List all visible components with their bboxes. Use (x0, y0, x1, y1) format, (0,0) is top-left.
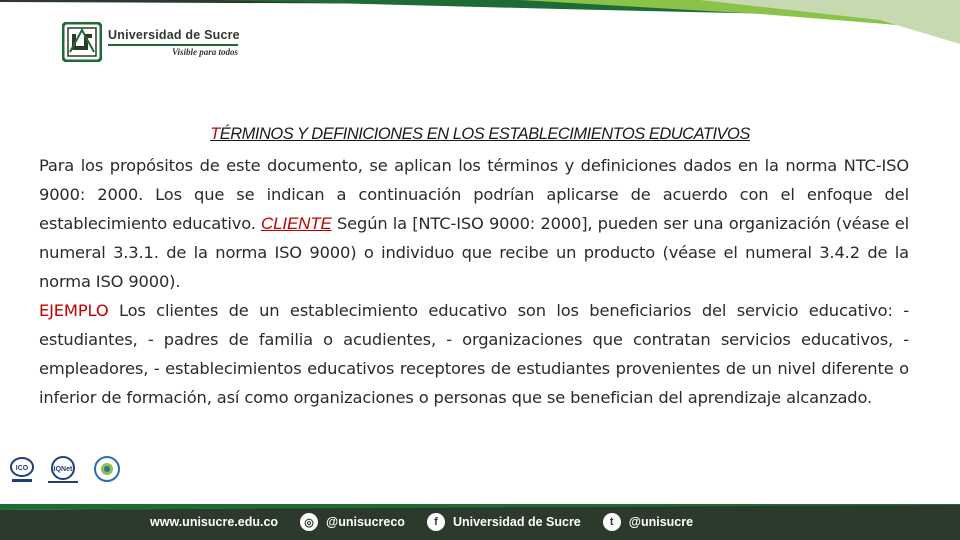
svg-text:IQNet: IQNet (53, 466, 73, 473)
slide-title-text: ÉRMINOS Y DEFINICIONES EN LOS ESTABLECIMIENTOS EDUCATIVOS (219, 125, 750, 143)
footer-bar (0, 504, 960, 540)
example-text: Los clientes de un establecimiento educativo son los beneficiarios del servicio educativo: - estudiantes, - padres de familia o acudientes, - organizaciones que contratan servicios educativos, - empleadores, - establecimientos educativos receptores de estudiantes provenientes de un nivel diferente o inferior de formación, así como organizaciones o personas que se benefician del aprendizaje alcanzado. (39, 301, 909, 407)
quality-seal-icon (90, 455, 124, 485)
slide-title-initial: T (210, 125, 220, 143)
icontec-certification-icon (8, 455, 36, 485)
shield-icon (62, 22, 102, 62)
logo-divider (108, 44, 238, 46)
certification-logos (8, 455, 124, 485)
university-tagline: Visible para todos (171, 46, 238, 57)
paragraph-example (39, 296, 909, 412)
definition-text: Según la [NTC-ISO 9000: 2000], pueden ser una organización (véase el numeral 3.3.1. de la norma ISO 9000) o individuo que recibe un producto (véase el numeral 3.4.2 de la norma ISO 9000). (39, 214, 909, 291)
slide-title (0, 125, 960, 144)
university-logo (62, 22, 240, 62)
svg-text:ICO: ICO (15, 465, 29, 472)
footer-website[interactable]: www.unisucre.edu.co (150, 515, 279, 529)
facebook-icon[interactable]: f (427, 513, 445, 531)
footer-instagram[interactable]: @unisucreco (326, 515, 405, 529)
body-text (39, 151, 909, 412)
instagram-icon[interactable]: ◎ (300, 513, 318, 531)
iqnet-certification-icon (44, 455, 82, 485)
definition-intro: Para los propósitos de este documento, se aplican los términos y definiciones dados en la norma NTC-ISO 9000: 2000. Los que se indican a continuación podrían aplicarse de acuerdo con el enfoque del establecimiento educativo. (39, 156, 909, 233)
footer-twitter[interactable]: @unisucre (628, 515, 694, 529)
university-name: Universidad de Sucre (108, 27, 240, 42)
keyword-cliente: CLIENTE (260, 214, 332, 233)
footer-facebook[interactable]: Universidad de Sucre (452, 515, 581, 529)
paragraph-definition (39, 151, 909, 296)
twitter-icon[interactable]: t (603, 513, 621, 531)
keyword-ejemplo: EJEMPLO (39, 301, 109, 320)
